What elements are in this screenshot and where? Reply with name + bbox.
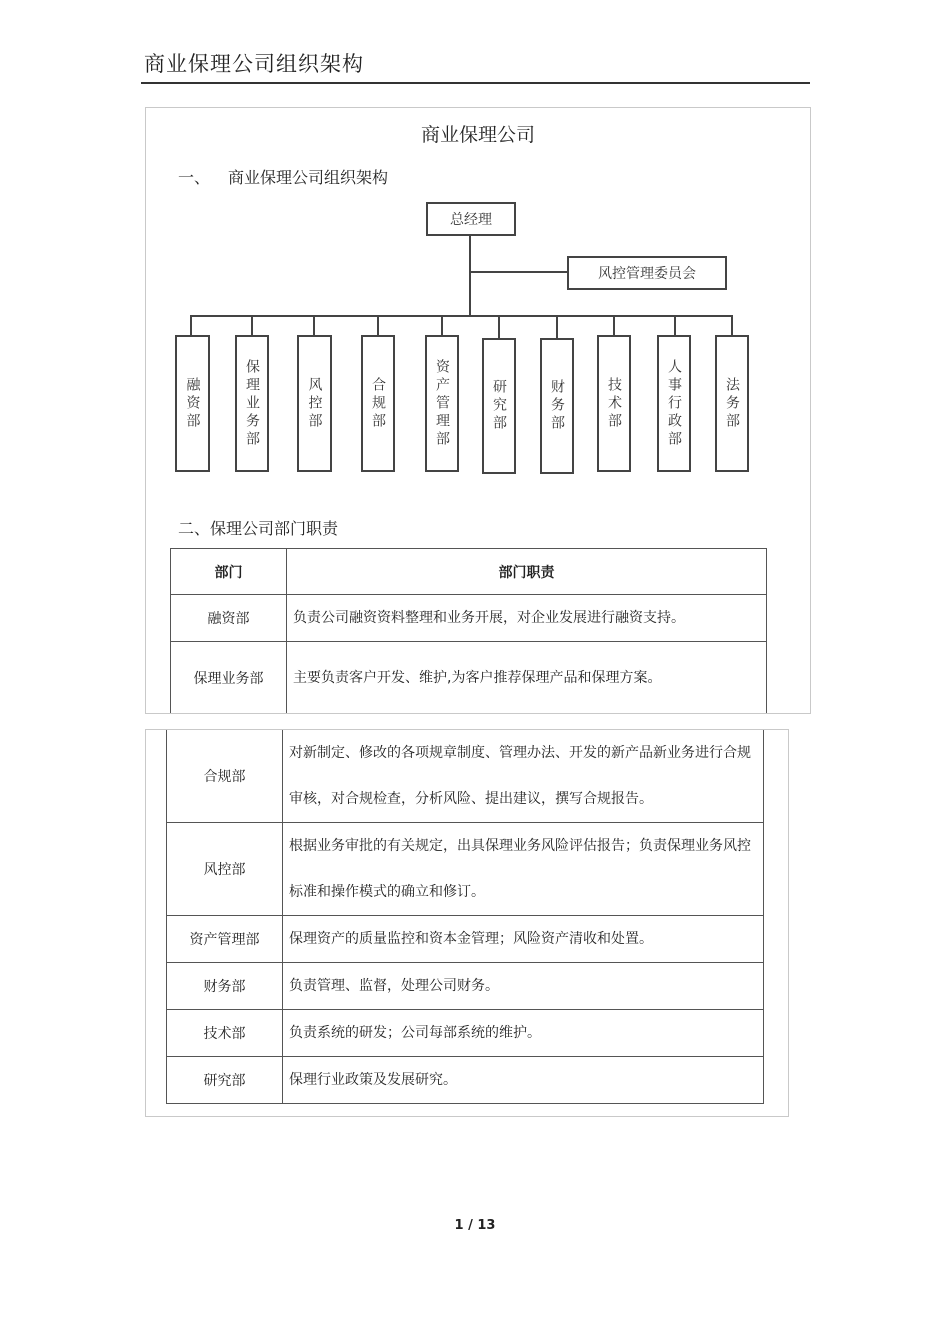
org-drop: [613, 315, 615, 336]
section-heading-duties: 二、保理公司部门职责: [178, 519, 339, 538]
org-drop: [441, 315, 443, 336]
org-box-dept: 法务部: [715, 335, 749, 472]
org-box-dept: 风控部: [297, 335, 332, 472]
org-box-dept: 保理业务部: [235, 335, 269, 472]
table-cell-dept: 资产管理部: [167, 916, 283, 963]
org-drop: [674, 315, 676, 336]
table-cell-duty: 保理资产的质量监控和资本金管理；风险资产清收和处置。: [283, 916, 764, 963]
org-box-dept: 研究部: [482, 338, 516, 474]
document-panel-2: [145, 729, 789, 1117]
table-cell-duty: 保理行业政策及发展研究。: [283, 1057, 764, 1104]
org-drop: [251, 315, 253, 336]
org-drop: [498, 315, 500, 339]
table-cell-dept: 风控部: [167, 823, 283, 916]
table-cell-dept: 融资部: [171, 595, 287, 642]
table-row: [167, 1057, 764, 1104]
table-header-row: [171, 549, 767, 595]
table-cell-duty: 对新制定、修改的各项规章制度、管理办法、开发的新产品新业务进行合规审核，对合规检查，分析风险、提出建议，撰写合规报告。: [283, 730, 764, 823]
table-row: [167, 1010, 764, 1057]
table-row: [167, 823, 764, 916]
org-box-risk-committee: 风控管理委员会: [567, 256, 727, 290]
org-box-dept: 人事行政部: [657, 335, 691, 472]
org-box-dept: 融资部: [175, 335, 210, 472]
org-box-dept: 技术部: [597, 335, 631, 472]
table-row: [167, 916, 764, 963]
section-heading-org: [178, 165, 388, 188]
table-cell-duty: 负责系统的研发；公司每部系统的维护。: [283, 1010, 764, 1057]
org-drop: [190, 315, 192, 336]
org-box-dept: 资产管理部: [425, 335, 459, 472]
table-header-cell: 部门职责: [287, 549, 767, 595]
table-row: [167, 730, 764, 823]
org-line-bus: [190, 315, 731, 317]
table-row: [171, 595, 767, 642]
running-header-title: 商业保理公司组织架构: [144, 52, 364, 76]
org-drop: [377, 315, 379, 336]
org-drop: [313, 315, 315, 336]
org-line-side: [470, 271, 567, 273]
org-drop: [731, 315, 733, 336]
org-box-dept: 合规部: [361, 335, 395, 472]
document-title: 商业保理公司: [420, 124, 535, 146]
table-cell-dept: 技术部: [167, 1010, 283, 1057]
table-cell-dept: 合规部: [167, 730, 283, 823]
table-row: [167, 963, 764, 1010]
header-rule: [141, 82, 810, 84]
table-row: [171, 642, 767, 714]
table-cell-dept: 研究部: [167, 1057, 283, 1104]
table-cell-duty: 主要负责客户开发、维护,为客户推荐保理产品和保理方案。: [287, 642, 767, 714]
document-panel-1: [145, 107, 811, 714]
section-number: 一、: [178, 168, 211, 187]
section-title: 商业保理公司组织架构: [228, 168, 389, 187]
org-box-dept: 财务部: [540, 338, 574, 474]
page-number: 1 / 13: [454, 1218, 496, 1233]
table-cell-dept: 财务部: [167, 963, 283, 1010]
table-cell-duty: 负责公司融资资料整理和业务开展，对企业发展进行融资支持。: [287, 595, 767, 642]
org-drop: [556, 315, 558, 339]
org-box-general-manager: 总经理: [426, 202, 516, 236]
table-cell-duty: 负责管理、监督，处理公司财务。: [283, 963, 764, 1010]
table-cell-duty: 根据业务审批的有关规定，出具保理业务风险评估报告；负责保理业务风控标准和操作模式的确立和修订。: [283, 823, 764, 916]
department-duty-table: [170, 548, 767, 714]
org-line-trunk: [469, 236, 471, 316]
table-header-cell: 部门: [171, 549, 287, 595]
department-duty-table-continued: [166, 729, 764, 1104]
table-cell-dept: 保理业务部: [171, 642, 287, 714]
